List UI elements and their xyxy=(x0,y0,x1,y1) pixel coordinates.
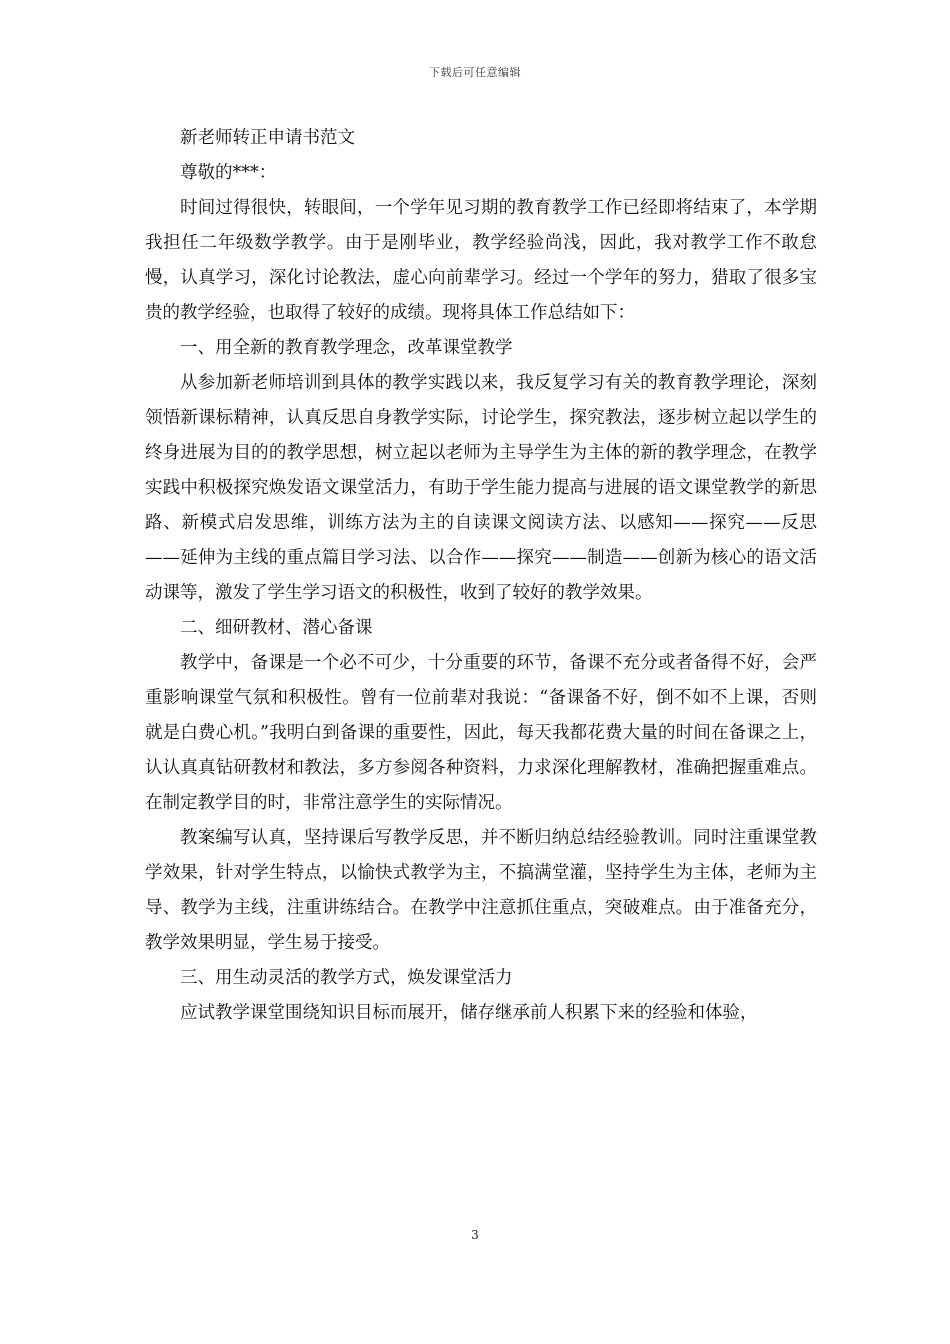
body-paragraph: 从参加新老师培训到具体的教学实践以来，我反复学习有关的教育教学理论，深刻领悟新课标精神，认真反思自身教学实际，讨论学生，探究教法，逐步树立起以学生的终身进展为目的的教学思想，树立起以老师为主导学生为主体的新的教学理念，在教学实践中积极探究焕发语文课堂活力，有助于学生能力提高与进展的语文课堂教学的新思路、新模式启发思维，训练方法为主的自读课文阅读方法、以感知——探究——反思——延伸为主线的重点篇目学习法、以合作——探究——制造——创新为核心的语文活动课等，激发了学生学习语文的积极性，收到了较好的教学效果。 xyxy=(145,373,817,603)
body-paragraph: 时间过得很快，转眼间，一个学年见习期的教育教学工作已经即将结束了，本学期我担任二年级数学教学。由于是刚毕业，教学经验尚浅，因此，我对教学工作不敢怠慢，认真学习，深化讨论教法，虚心向前辈学习。经过一个学年的努力，猎取了很多宝贵的教学经验，也取得了较好的成绩。现将具体工作总结如下： xyxy=(145,198,817,323)
body-paragraph: 应试教学课堂围绕知识目标而展开，储存继承前人积累下来的经验和体验， xyxy=(180,1003,758,1023)
document-body xyxy=(145,121,817,1031)
document-title: 新老师转正申请书范文 xyxy=(180,128,355,148)
body-paragraph: 教案编写认真，坚持课后写教学反思，并不断归纳总结经验教训。同时注重课堂教学效果，针对学生特点，以愉快式教学为主，不搞满堂灌，坚持学生为主体，老师为主导、教学为主线，注重讲练结合。在教学中注意抓住重点，突破难点。由于准备充分，教学效果明显，学生易于接受。 xyxy=(145,828,817,953)
page-header-note: 下载后可任意编辑 xyxy=(429,66,521,79)
page-number: 3 xyxy=(471,1228,479,1242)
section-heading: 二、细研教材、潜心备课 xyxy=(180,618,373,638)
body-paragraph: 教学中，备课是一个必不可少，十分重要的环节，备课不充分或者备得不好，会严重影响课堂气氛和积极性。曾有一位前辈对我说：“备课备不好，倒不如不上课，否则就是白费心机。”我明白到备课的重要性，因此，每天我都花费大量的时间在备课之上，认认真真钻研教材和教法，多方参阅各种资料，力求深化理解教材，准确把握重难点。在制定教学目的时，非常注意学生的实际情况。 xyxy=(145,653,817,813)
section-heading: 三、用生动灵活的教学方式，焕发课堂活力 xyxy=(180,968,513,988)
section-heading: 一、用全新的教育教学理念，改革课堂教学 xyxy=(180,338,513,358)
salutation: 尊敬的***： xyxy=(180,163,277,183)
